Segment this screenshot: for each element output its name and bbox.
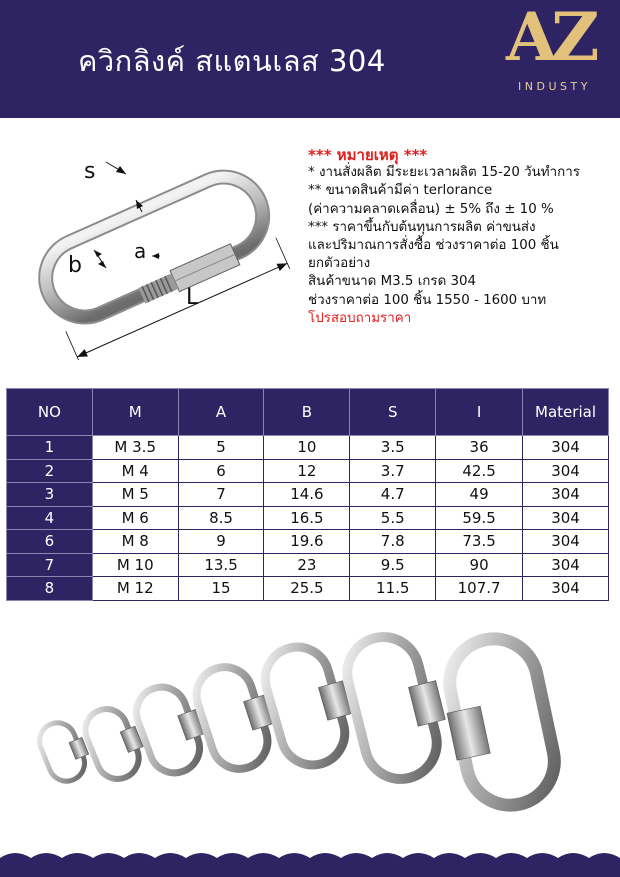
column-header: M: [92, 389, 178, 436]
table-cell: M 4: [92, 459, 178, 483]
logo-letters: AZ: [506, 0, 594, 76]
table-cell: M 12: [92, 577, 178, 601]
table-cell: 10: [264, 436, 350, 460]
thread-segment: [138, 273, 178, 303]
table-row: [7, 553, 609, 577]
table-cell: 5: [178, 436, 264, 460]
note-line: *** ราคาขึ้นกับต้นทุนการผลิต ค่าขนส่ง: [308, 219, 536, 235]
table-cell: 9: [178, 530, 264, 554]
quick-link-sizes-photo: [0, 612, 620, 852]
table-header-row: [7, 389, 609, 436]
table-cell: 3.7: [350, 459, 436, 483]
table-cell: 42.5: [436, 459, 523, 483]
table-cell: 12: [264, 459, 350, 483]
table-cell: 3: [7, 483, 93, 507]
table-cell: 304: [523, 553, 609, 577]
quick-link-item: [340, 626, 457, 786]
table-cell: 25.5: [264, 577, 350, 601]
logo-subtitle: INDUSTY: [518, 80, 591, 93]
table-cell: 90: [436, 553, 523, 577]
table-row: [7, 483, 609, 507]
column-header: A: [178, 389, 264, 436]
table-cell: 6: [178, 459, 264, 483]
table-cell: 7.8: [350, 530, 436, 554]
quick-link-item: [434, 631, 563, 815]
table-cell: 59.5: [436, 506, 523, 530]
table-cell: 49: [436, 483, 523, 507]
table-cell: 16.5: [264, 506, 350, 530]
page-title: ควิกลิงค์ สแตนเลส 304: [78, 44, 386, 78]
table-cell: M 3.5: [92, 436, 178, 460]
column-header: NO: [7, 389, 93, 436]
footer-wave: [0, 844, 620, 877]
table-cell: 13.5: [178, 553, 264, 577]
table-cell: 14.6: [264, 483, 350, 507]
table-cell: 9.5: [350, 553, 436, 577]
table-cell: 11.5: [350, 577, 436, 601]
table-cell: 15: [178, 577, 264, 601]
note-line: ** ขนาดสินค้ามีค่า terlorance: [308, 183, 493, 199]
table-cell: 7: [178, 483, 264, 507]
table-cell: M 6: [92, 506, 178, 530]
table-cell: 304: [523, 436, 609, 460]
label-a: a: [134, 239, 147, 263]
table-cell: 304: [523, 506, 609, 530]
table-cell: 36: [436, 436, 523, 460]
table-cell: 6: [7, 530, 93, 554]
table-cell: 4.7: [350, 483, 436, 507]
note-line: * งานสั่งผลิต มีระยะเวลาผลิต 15-20 วันทำการ: [308, 165, 580, 181]
table-cell: 8: [7, 577, 93, 601]
column-header: S: [350, 389, 436, 436]
table-cell: M 10: [92, 553, 178, 577]
note-line: ยกตัวอย่าง: [308, 256, 371, 272]
table-cell: 107.7: [436, 577, 523, 601]
price-inquiry-note: โปรสอบถามราคา: [308, 310, 412, 326]
table-cell: M 5: [92, 483, 178, 507]
quick-link-item: [129, 677, 214, 780]
label-b: b: [68, 253, 82, 278]
table-row: [7, 530, 609, 554]
table-row: [7, 577, 609, 601]
table-cell: 304: [523, 530, 609, 554]
column-header: I: [436, 389, 523, 436]
table-cell: 4: [7, 506, 93, 530]
column-header: Material: [523, 389, 609, 436]
table-cell: 304: [523, 483, 609, 507]
note-line: และปริมาณการสั่งซื้อ ช่วงราคาต่อ 100 ชิ้น: [308, 238, 559, 254]
table-cell: 3.5: [350, 436, 436, 460]
brand-logo: [500, 0, 618, 100]
note-line: สินค้าขนาด M3.5 เกรด 304: [308, 274, 477, 290]
label-l: L: [186, 285, 199, 310]
note-line: (ค่าความคลาดเคลื่อน) ± 5% ถึง ± 10 %: [308, 201, 554, 217]
table-row: [7, 506, 609, 530]
table-cell: 5.5: [350, 506, 436, 530]
column-header: B: [264, 389, 350, 436]
table-cell: 23: [264, 553, 350, 577]
table-cell: 8.5: [178, 506, 264, 530]
table-cell: 304: [523, 577, 609, 601]
quick-link-item: [79, 700, 151, 785]
notes-heading: *** หมายเหตุ ***: [308, 146, 428, 164]
table-cell: 7: [7, 553, 93, 577]
table-cell: 73.5: [436, 530, 523, 554]
table-cell: 2: [7, 459, 93, 483]
notes-section: [308, 146, 616, 328]
note-line: ช่วงราคาต่อ 100 ชิ้น 1550 - 1600 บาท: [308, 292, 547, 308]
table-cell: M 8: [92, 530, 178, 554]
table-row: [7, 459, 609, 483]
label-s: s: [84, 159, 96, 184]
quick-link-dimension-diagram: [10, 140, 300, 360]
spec-table: [6, 388, 609, 601]
table-cell: 19.6: [264, 530, 350, 554]
table-row: [7, 436, 609, 460]
header-wave: [0, 100, 620, 128]
table-cell: 304: [523, 459, 609, 483]
table-cell: 1: [7, 436, 93, 460]
